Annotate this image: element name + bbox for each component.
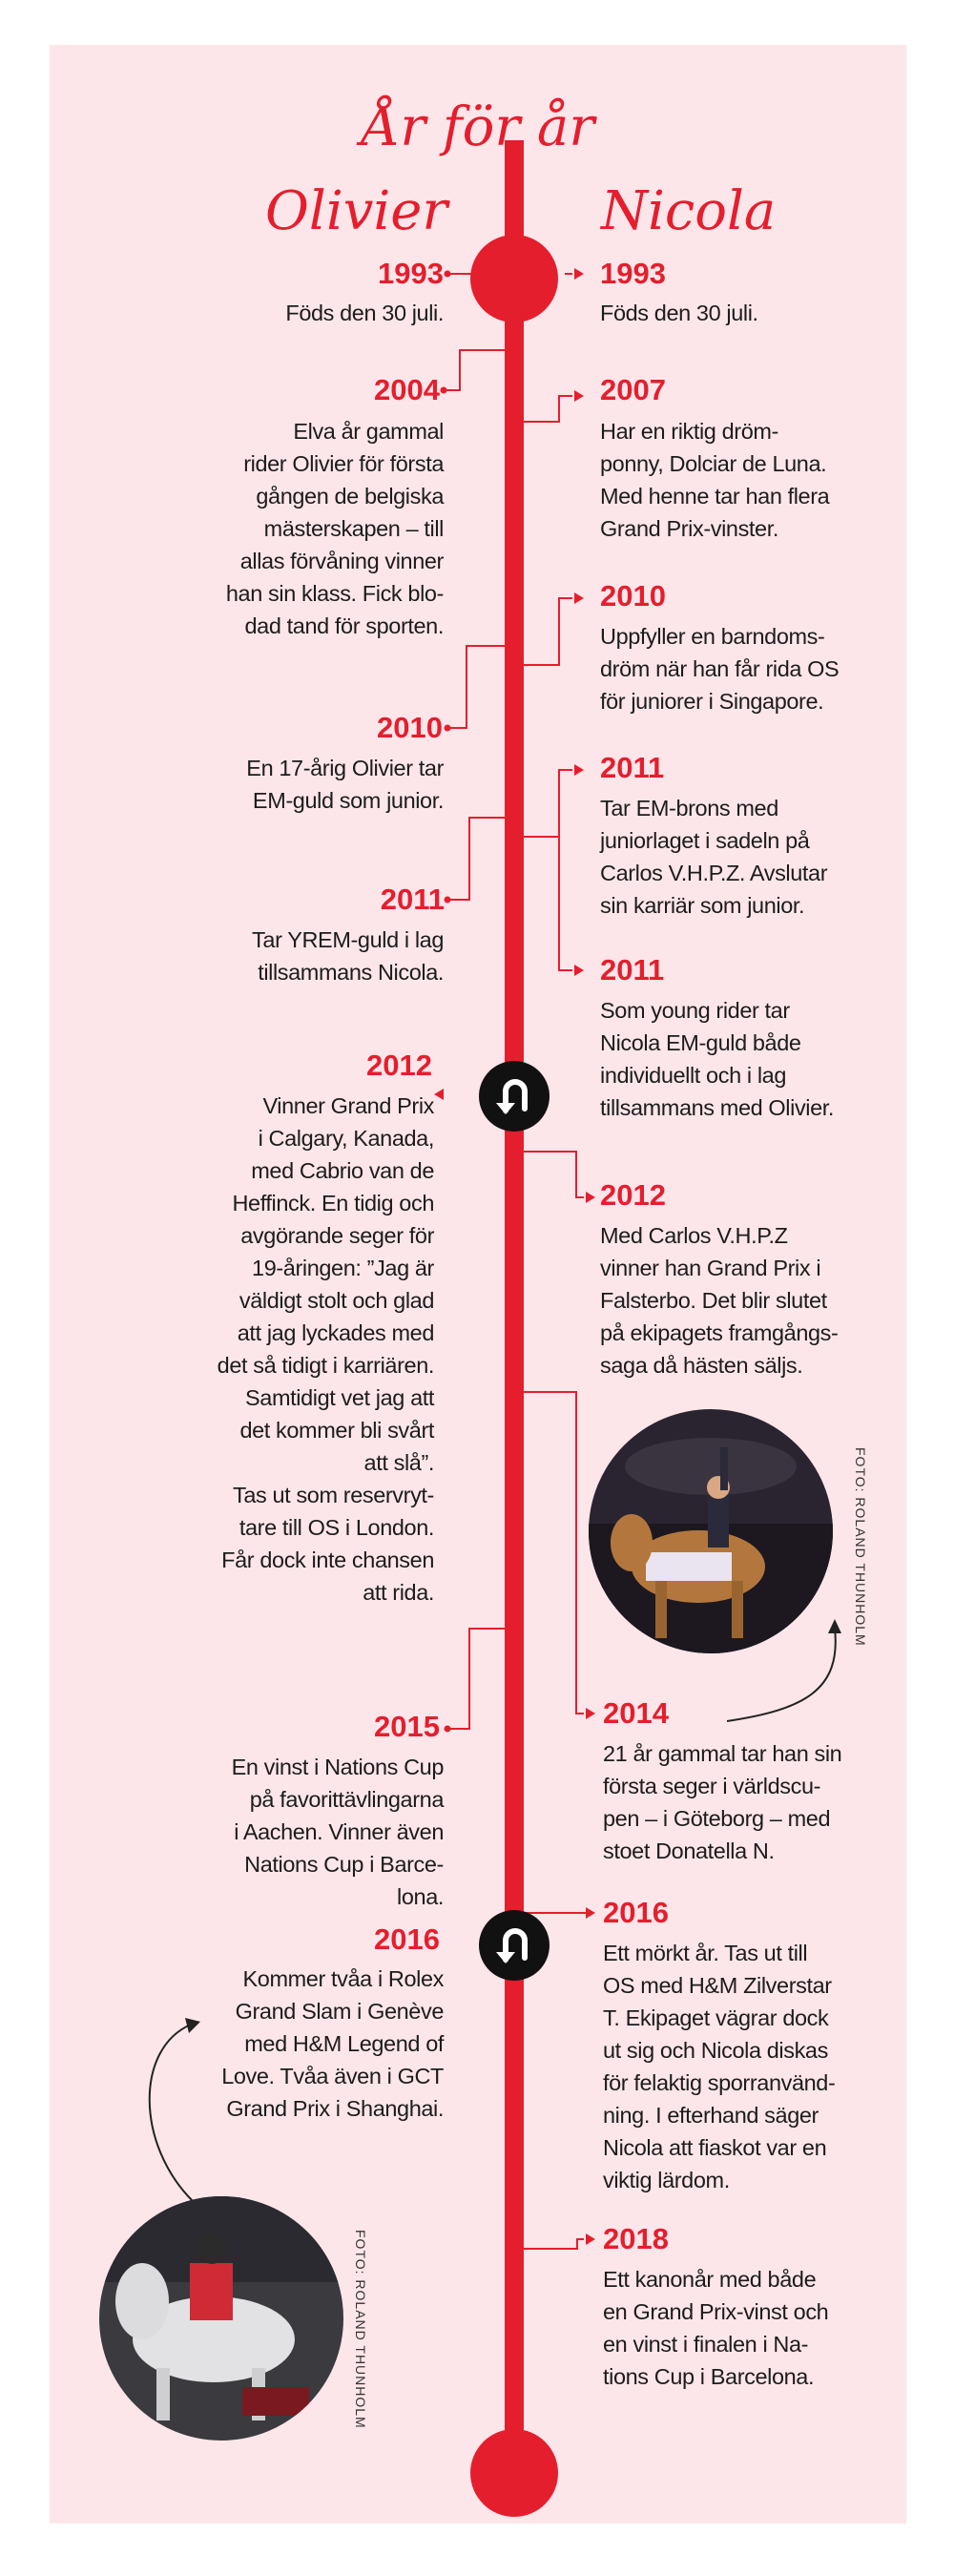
- olivier-year: 2011: [380, 883, 445, 916]
- olivier-year: 1993: [378, 257, 444, 290]
- timeline-start-dot: [470, 235, 558, 322]
- nicola-text: Föds den 30 juli.: [600, 301, 758, 325]
- olivier-year: 2010: [377, 711, 443, 744]
- olivier-year: 2016: [374, 1922, 440, 1956]
- olivier-text: Vinner Grand Prix i Calgary, Kanada, med Cabrio van de Heffinck. En tidig och avgörande seger för 19-åringen: ”Jag är väldigt stolt och glad att jag lyckades med det så tidigt i karriären. Samtidigt vet jag att det kommer bli svårt att slå”. Tas ut som reservryt- tare till OS i London. Får dock inte chansen att rida.: [217, 1093, 434, 1605]
- olivier-year: 2004: [374, 373, 440, 406]
- nicola-year: 1993: [600, 257, 666, 290]
- nicola-year: 2010: [600, 579, 666, 613]
- nicola-text: Uppfyller en barndoms- dröm när han får rida OS för juniorer i Singapore.: [600, 624, 840, 714]
- name-olivier: Olivier: [265, 180, 448, 242]
- nicola-text: Ett mörkt år. Tas ut till OS med H&M Zilverstar T. Ekipaget vägrar dock ut sig och Nicola diskas för felaktig sporranvänd- ning. I efterhand säger Nicola att fiaskot var en viktig lärdom.: [603, 1941, 836, 2192]
- nicola-text: Som young rider tar Nicola EM-guld både individuellt och i lag tillsammans med Olivier.: [600, 998, 835, 1120]
- olivier-text: En 17-årig Olivier tar EM-guld som junior.: [246, 756, 444, 813]
- u-turn-arrow-icon: [479, 1061, 550, 1132]
- nicola-year: 2007: [600, 373, 666, 406]
- timeline-panel: [50, 45, 906, 2524]
- photo-nicola: [589, 1409, 833, 1653]
- olivier-year: 2015: [374, 1710, 440, 1743]
- photo-credit-right: FOTO: ROLAND THUNHOLM: [853, 1447, 868, 1647]
- page-title: År för år: [361, 96, 595, 158]
- nicola-text: Har en riktig dröm- ponny, Dolciar de Luna. Med henne tar han flera Grand Prix-vinster.: [600, 419, 830, 541]
- name-nicola: Nicola: [601, 180, 777, 242]
- photo-olivier: [99, 2196, 343, 2441]
- nicola-text: 21 år gammal tar han sin första seger i världscu- pen – i Göteborg – med stoet Donatella N.: [603, 1741, 842, 1863]
- olivier-text: Föds den 30 juli.: [285, 301, 444, 325]
- nicola-text: Med Carlos V.H.P.Z vinner han Grand Prix i Falsterbo. Det blir slutet på ekipagets framgångs- saga då hästen säljs.: [600, 1223, 839, 1378]
- u-turn-arrow-icon: [479, 1910, 550, 1981]
- nicola-text: Tar EM-brons med juniorlaget i sadeln på Carlos V.H.P.Z. Avslutar sin karriär som junior.: [600, 796, 828, 918]
- nicola-year: 2012: [600, 1178, 666, 1212]
- nicola-year: 2014: [603, 1696, 669, 1730]
- olivier-year: 2012: [366, 1049, 432, 1082]
- nicola-year: 2018: [603, 2222, 669, 2255]
- nicola-year: 2011: [600, 953, 665, 987]
- olivier-text: Elva år gammal rider Olivier för första gången de belgiska mästerskapen – till allas förvåning vinner han sin klass. Fick blo- dad tand för sporten.: [225, 419, 444, 638]
- nicola-year: 2011: [600, 751, 665, 784]
- nicola-text: Ett kanonår med både en Grand Prix-vinst och en vinst i finalen i Na- tions Cup i Barcelona.: [603, 2267, 829, 2389]
- nicola-year: 2016: [603, 1896, 669, 1929]
- olivier-text: Tar YREM-guld i lag tillsammans Nicola.: [252, 927, 444, 985]
- photo-credit-left: FOTO: ROLAND THUNHOLM: [353, 2230, 368, 2429]
- timeline-end-dot: [470, 2429, 558, 2517]
- olivier-text: En vinst i Nations Cup på favorittävlingarna i Aachen. Vinner även Nations Cup i Barce- lona.: [231, 1755, 444, 1909]
- olivier-text: Kommer tvåa i Rolex Grand Slam i Genève med H&M Legend of Love. Tvåa även i GCT Grand Prix i Shanghai.: [221, 1966, 444, 2121]
